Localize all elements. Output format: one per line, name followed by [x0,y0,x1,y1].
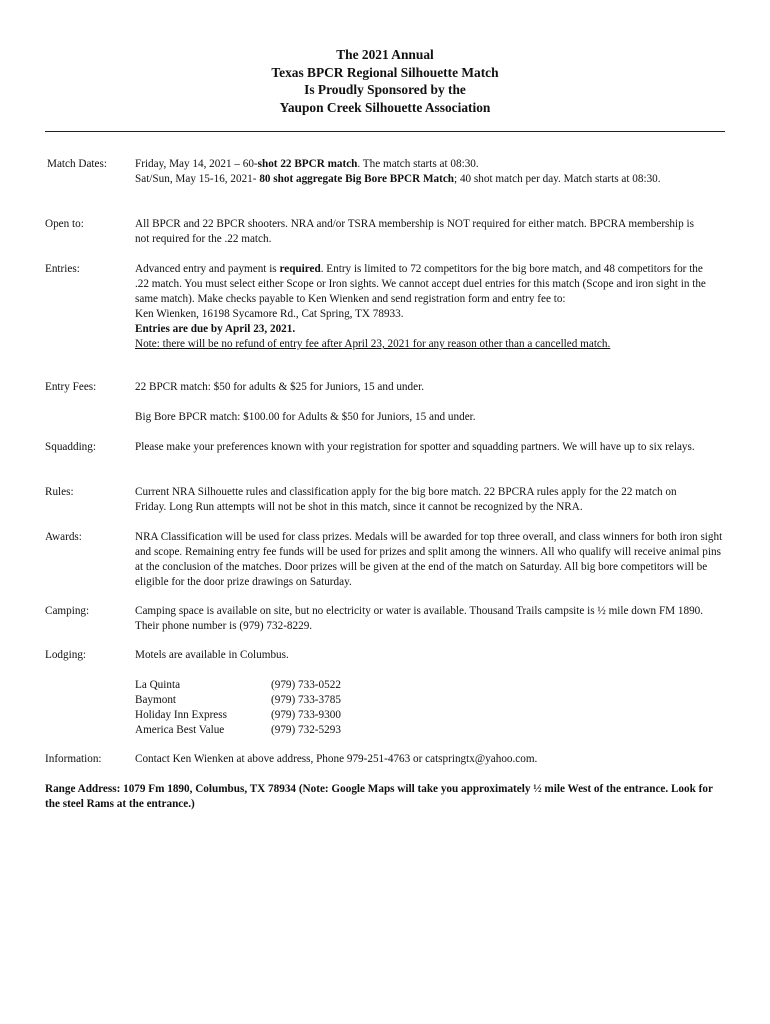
entries-required: required [279,263,321,275]
rules-label: Rules: [45,486,74,498]
lodging-label: Lodging: [45,649,87,661]
match-dates-friday-text: Friday, May 14, 2021 – 60- [135,158,258,170]
motel-row [135,708,435,723]
camping-text: Camping space is available on site, but no electricity or water is available. Thousand Trails campsite is ½ mile down FM 1890. Their phone number is (979) 732-8229. [135,605,704,632]
title-line-3: Is Proudly Sponsored by the [304,82,466,97]
match-dates-content [135,157,725,187]
motel-name: La Quinta [135,679,181,691]
awards-label: Awards: [45,531,82,543]
match-dates-weekend [135,172,705,187]
document-title [0,46,770,116]
entries-due [135,322,719,337]
motel-row [135,693,435,708]
camping-label: Camping: [45,605,90,617]
match-dates-weekend-bold: 80 shot aggregate Big Bore BPCR Match [259,173,455,185]
entry-fees-content [135,380,725,425]
awards-text: NRA Classification will be used for class prizes. Medals will be awarded for top three overall, and class winners for both iron sight and scope. Remaining entry fee funds will be used for prizes and split among the winners. All who qualify will receive animal pins at the conclusion of the matches. Door prizes will be given at the end of the match on Saturday. All big bore competitors will be eligible for the door prize drawings on Saturday. [135,531,723,588]
match-dates-friday-tail: . The match starts at 08:30. [357,158,479,170]
entries-note [135,337,719,352]
motel-phone: (979) 732-5293 [271,724,341,736]
title-line-4: Yaupon Creek Silhouette Association [279,99,491,115]
entries-note-text: Note: there will be no refund of entry fee after April 23, 2021 for any reason other than a cancelled match. [135,338,611,350]
match-dates-friday [135,157,725,172]
match-dates-label: Match Dates: [47,158,107,170]
entries-text-c: . Entry is limited to 72 competitors for the big bore match, and 48 competitors for the .22 match. You must select either Scope or Iron sights. We cannot accept duel entries for this match (Scope and iron sight in the same match). Make checks payable to Ken Wienken and send registration form and entry fee to: [135,263,706,305]
motel-phone: (979) 733-3785 [271,694,341,706]
information-label: Information: [45,753,102,765]
motel-name: Holiday Inn Express [135,709,227,721]
lodging-text: Motels are available in Columbus. [135,649,289,661]
open-to-label: Open to: [45,218,84,230]
entry-fees-label: Entry Fees: [45,381,97,393]
range-address: Range Address: 1079 Fm 1890, Columbus, TX 78934 (Note: Google Maps will take you approximately ½ mile West of the entrance. Look for the steel Rams at the entrance.) [45,783,713,810]
information-text: Contact Ken Wienken at above address, Phone 979-251-4763 or catspringtx@yahoo.com. [135,753,538,765]
motel-phone: (979) 733-0522 [271,679,341,691]
open-to-text: All BPCR and 22 BPCR shooters. NRA and/or TSRA membership is NOT required for either match. BPCRA membership is not required for the .22 match. [135,218,694,245]
motel-name: Baymont [135,694,177,706]
motel-name: America Best Value [135,724,225,736]
match-dates-weekend-tail: ; 40 shot match per day. Match starts at 08:30. [454,173,661,185]
entries-paragraph [135,262,719,307]
motel-phone: (979) 733-9300 [271,709,341,721]
match-dates-weekend-text: Sat/Sun, May 15-16, 2021- [135,173,260,185]
entry-fees-22: 22 BPCR match: $50 for adults & $25 for Juniors, 15 and under. [135,381,424,393]
entry-fees-bigbore: Big Bore BPCR match: $100.00 for Adults & $50 for Juniors, 15 and under. [135,411,476,423]
entries-content [135,262,719,352]
entries-address: Ken Wienken, 16198 Sycamore Rd., Cat Spring, TX 78933. [135,308,404,320]
match-dates-friday-bold: shot 22 BPCR match [257,158,358,170]
entries-due-text: Entries are due by April 23, 2021. [135,323,296,335]
motel-row [135,678,435,693]
rules-text: Current NRA Silhouette rules and classification apply for the big bore match. 22 BPCRA rules apply for the 22 match on Friday. Long Run attempts will not be shot in this match, since it cannot be recognized by the NRA. [135,486,677,513]
squadding-text: Please make your preferences known with your registration for spotter and squadding partners. We will have up to six relays. [135,441,695,453]
squadding-label: Squadding: [45,441,96,453]
motel-table [135,678,435,738]
title-divider [45,131,725,132]
entries-text-a: Advanced entry and payment is [135,263,280,275]
title-line-1: The 2021 Annual [336,47,434,62]
title-line-2: Texas BPCR Regional Silhouette Match [271,64,499,80]
motel-row [135,723,435,738]
entries-label: Entries: [45,263,80,275]
